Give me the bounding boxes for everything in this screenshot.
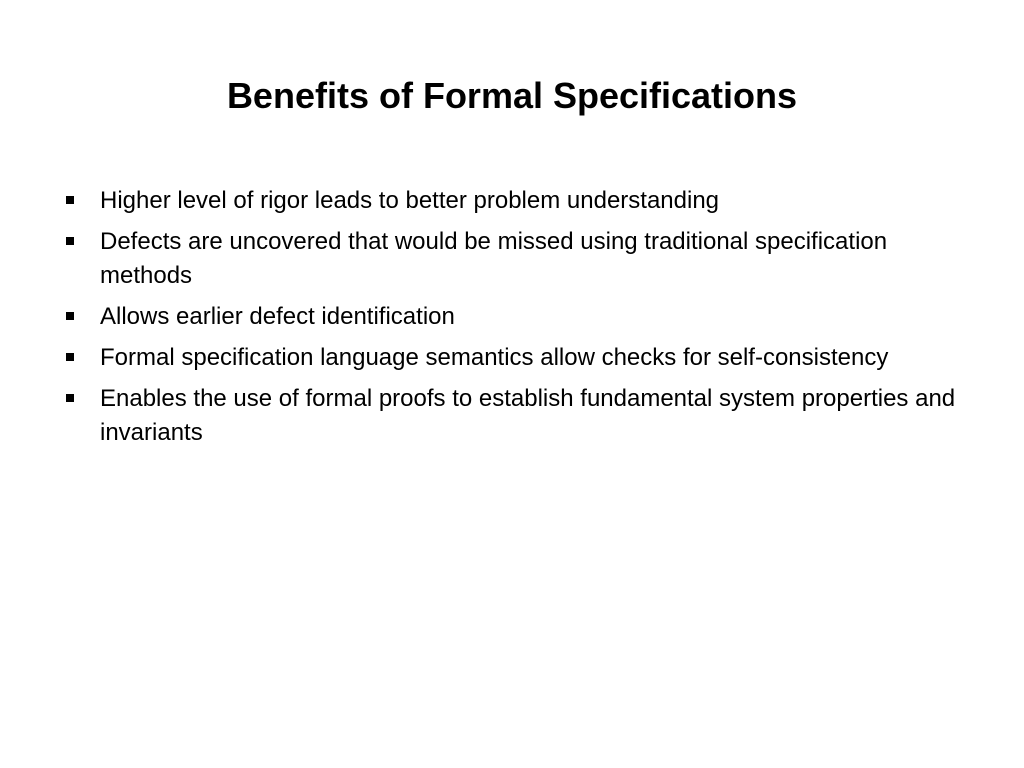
bullet-item [62, 382, 962, 450]
bullet-text: Enables the use of formal proofs to establish fundamental system properties and invariants [100, 385, 956, 446]
bullet-list [62, 184, 962, 457]
bullet-text: Formal specification language semantics allow checks for self-consistency [100, 344, 889, 371]
slide-title: Benefits of Formal Specifications [226, 75, 798, 116]
bullet-item [62, 225, 962, 293]
bullet-text: Higher level of rigor leads to better problem understanding [100, 187, 720, 214]
square-bullet-icon [66, 312, 74, 320]
square-bullet-icon [66, 237, 74, 245]
bullet-text: Allows earlier defect identification [100, 303, 455, 330]
square-bullet-icon [66, 394, 74, 402]
square-bullet-icon [66, 353, 74, 361]
bullet-item [62, 184, 962, 218]
bullet-item [62, 300, 962, 334]
bullet-item [62, 341, 962, 375]
bullet-text: Defects are uncovered that would be missed using traditional specification methods [100, 228, 888, 289]
square-bullet-icon [66, 196, 74, 204]
